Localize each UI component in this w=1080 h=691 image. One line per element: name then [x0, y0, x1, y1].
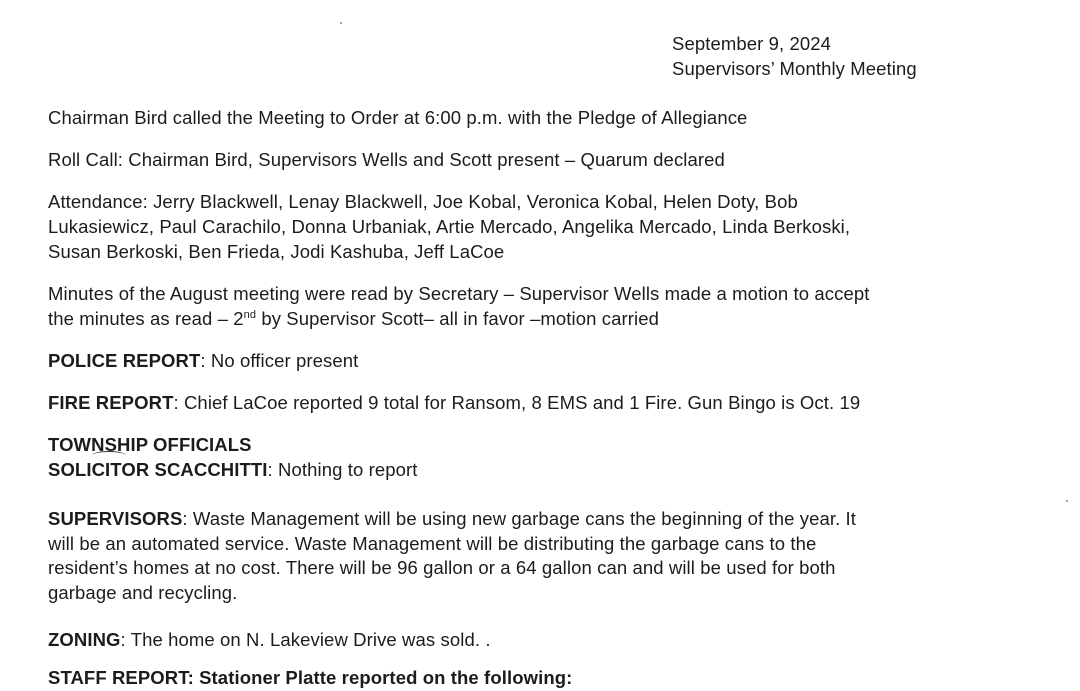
police-report: [48, 349, 358, 374]
attendance-line-2: Lukasiewicz, Paul Carachilo, Donna Urbaniak, Artie Mercado, Angelika Mercado, Linda Berkoski,: [48, 216, 851, 237]
supervisors-text-1: : Waste Management will be using new garbage cans the beginning of the year. It: [182, 508, 857, 529]
supervisors-line-4: garbage and recycling.: [48, 582, 238, 603]
minutes-line-2-post: by Supervisor Scott– all in favor –motion carried: [256, 308, 660, 329]
police-report-text: : No officer present: [200, 350, 359, 371]
township-officials-heading: TOWNSHIP OFFICIALS: [48, 434, 252, 455]
supervisors-line-2: will be an automated service. Waste Management will be distributing the garbage cans to the: [48, 533, 817, 554]
zoning: [48, 628, 491, 653]
fire-report-text: : Chief LaCoe reported 9 total for Ransom, 8 EMS and 1 Fire. Gun Bingo is Oct. 19: [173, 392, 861, 413]
roll-call: Roll Call: Chairman Bird, Supervisors Wells and Scott present – Quarum declared: [48, 149, 725, 170]
supervisors-heading: SUPERVISORS: [48, 508, 183, 529]
solicitor-text: : Nothing to report: [267, 459, 418, 480]
attendance-line-1: Attendance: Jerry Blackwell, Lenay Blackwell, Joe Kobal, Veronica Kobal, Helen Doty, Bob: [48, 191, 798, 212]
solicitor-report: [48, 458, 418, 483]
scan-speck: [1066, 500, 1068, 502]
minutes-line-2-pre: the minutes as read – 2: [48, 308, 244, 329]
scan-speck: [340, 22, 342, 24]
meeting-title: Supervisors’ Monthly Meeting: [672, 58, 917, 79]
fire-report: [48, 391, 860, 416]
call-to-order: Chairman Bird called the Meeting to Order at 6:00 p.m. with the Pledge of Allegiance: [48, 107, 748, 128]
solicitor-heading: SOLICITOR SCACCHITTI: [48, 459, 268, 480]
minutes-line-1: Minutes of the August meeting were read by Secretary – Supervisor Wells made a motion to accept: [48, 283, 870, 304]
zoning-text: : The home on N. Lakeview Drive was sold. .: [120, 629, 491, 650]
zoning-heading: ZONING: [48, 629, 121, 650]
meeting-date: September 9, 2024: [672, 33, 832, 54]
supervisors-line-1: [48, 507, 856, 532]
staff-report-partial: STAFF REPORT: Stationer Platte reported on the following:: [48, 667, 573, 688]
supervisors-line-3: resident’s homes at no cost. There will be 96 gallon or a 64 gallon can and will be used for both: [48, 557, 836, 578]
fire-report-heading: FIRE REPORT: [48, 392, 174, 413]
minutes-line-2: [48, 307, 659, 332]
police-report-heading: POLICE REPORT: [48, 350, 201, 371]
ordinal-suffix: nd: [243, 308, 257, 321]
attendance-line-3: Susan Berkoski, Ben Frieda, Jodi Kashuba, Jeff LaCoe: [48, 241, 505, 262]
